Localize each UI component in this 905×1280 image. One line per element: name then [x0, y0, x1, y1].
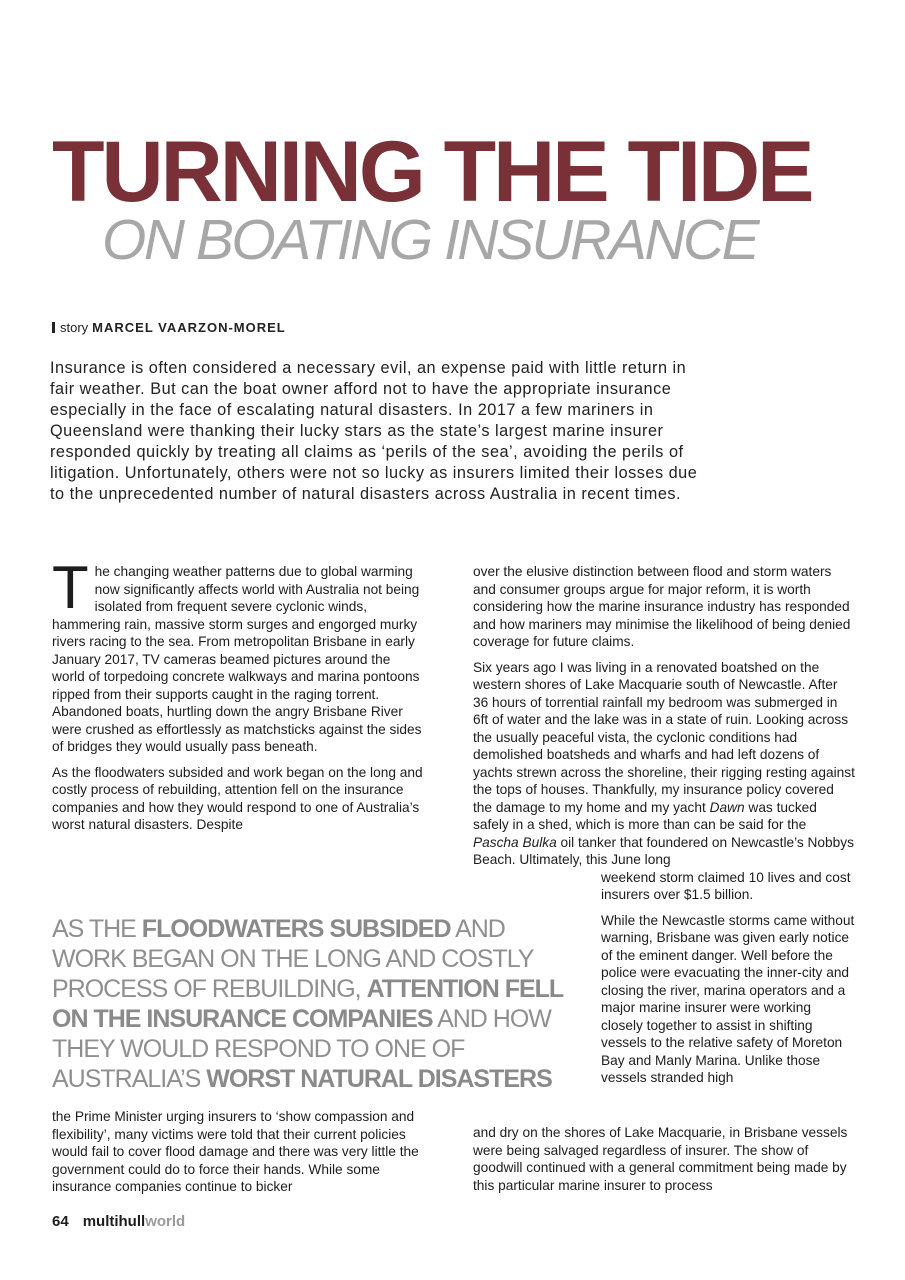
headline: TURNING THE TIDE [52, 124, 812, 220]
pull-quote-text: AND HOW THEY WOULD RESPOND TO ONE OF AUSTRALIA’S [52, 1005, 551, 1093]
page-footer [52, 1213, 185, 1231]
pull-quote-bold: FLOODWATERS SUBSIDED [141, 915, 451, 943]
left-paragraph-2: As the floodwaters subsided and work began on the long and costly process of rebuilding, attention fell on the insurance companies and how they would respond to one of Australia’s worst natural disasters. Despite [52, 764, 423, 832]
left-paragraph-3: the Prime Minister urging insurers to ‘show compassion and flexibility’, many victims were told that their current policies would fail to cover flood damage and there was very little the government could do to force their hands. While some insurance companies continue to bicker [52, 1109, 419, 1194]
byline-label: story [60, 320, 89, 335]
pull-quote-text: AND WORK BEGAN ON THE LONG AND COSTLY PROCESS OF REBUILDING, [52, 915, 533, 1003]
pull-quote-bold: WORST NATURAL DISASTERS [206, 1065, 552, 1093]
right-paragraph-2-text: Six years ago I was living in a renovated boatshed on the western shores of Lake Macquarie south of Newcastle. After 36 hours of torrential rainfall my bedroom was submerged in 6ft of water and the lake was in a state of ruin. Looking across the usually peaceful vista, the cyclonic conditions had demolished boatsheds and wharfs and had left dozens of yachts strewn across the shoreline, their rigging resting against the tops of houses. Thankfully, my insurance policy covered the damage to my home and my yacht [473, 659, 855, 815]
right-paragraph-3: While the Newcastle storms came without warning, Brisbane was given early notice of the eminent danger. Well before the police were evacuating the inner-city and closing the river, marina operators and a major marine insurer were working closely together to assist in shifting vessels to the relative safety of Moreton Bay and Manly Marina. Unlike those vessels stranded high [601, 912, 855, 1085]
byline-bar [52, 322, 55, 333]
left-column [52, 554, 424, 842]
byline-author: MARCEL VAARZON-MOREL [92, 320, 286, 335]
right-column-continued [473, 1124, 855, 1202]
tanker-name: Pascha Bulka [473, 834, 557, 850]
subheadline: ON BOATING INSURANCE [102, 208, 758, 272]
right-column [473, 563, 855, 1095]
right-paragraph-2-text: was tucked safely in a shed, which is more than can be said for the [473, 799, 817, 832]
intro-paragraph: Insurance is often considered a necessary evil, an expense paid with little return in fair weather. But can the boat owner afford not to have the appropriate insurance especially in the face of escalating natural disasters. In 2017 a few mariners in Queensland were thanking their lucky stars as the state’s largest marine insurer responded quickly by treating all claims as ‘perils of the sea’, avoiding the perils of litigation. Unfortunately, others were not so lucky as insurers limited their losses due to the unprecedented number of natural disasters across Australia in recent times. [50, 359, 698, 503]
magazine-name-part-1: multihull [82, 1213, 146, 1230]
right-paragraph-2-text: oil tanker that foundered on Newcastle’s Nobbys Beach. Ultimately, this June long [473, 834, 854, 867]
yacht-name: Dawn [709, 799, 745, 815]
left-paragraph-1-text: he changing weather patterns due to global warming now significantly affects world with Australia not being isolated from frequent severe cyclonic winds, hammering rain, massive storm surges and engorged murky rivers racing to the sea. From metropolitan Brisbane in early January 2017, TV cameras beamed pictures around the world of torpedoing concrete walkways and marina pontoons ripped from their supports caught in the raging torrent. Abandoned boats, hurtling down the angry Brisbane River were crushed as effortlessly as matchsticks against the sides of bridges they would usually pass beneath. [52, 564, 422, 754]
right-paragraph-1: over the elusive distinction between flood and storm waters and consumer groups argue for major reform, it is worth considering how the marine insurance industry has responded and how mariners may minimise the likelihood of being denied coverage for future claims. [473, 564, 851, 649]
byline [52, 320, 286, 336]
right-paragraph-2-end: weekend storm claimed 10 lives and cost insurers over $1.5 billion. [601, 869, 851, 902]
right-paragraph-2 [473, 659, 855, 869]
magazine-name-part-2: world [145, 1213, 186, 1230]
left-paragraph-1 [52, 554, 424, 756]
pull-quote-text: AS THE [52, 915, 142, 943]
right-paragraph-3-end: and dry on the shores of Lake Macquarie, in Brisbane vessels were being salvaged regardless of insurer. The show of goodwill continued with a general commitment being made by this particular marine insurer to process [473, 1125, 848, 1193]
left-column-continued [52, 1108, 430, 1204]
pull-quote-bold: ATTENTION FELL ON THE INSURANCE COMPANIES [52, 975, 563, 1033]
drop-cap: T [52, 554, 89, 621]
page-number: 64 [52, 1213, 69, 1230]
